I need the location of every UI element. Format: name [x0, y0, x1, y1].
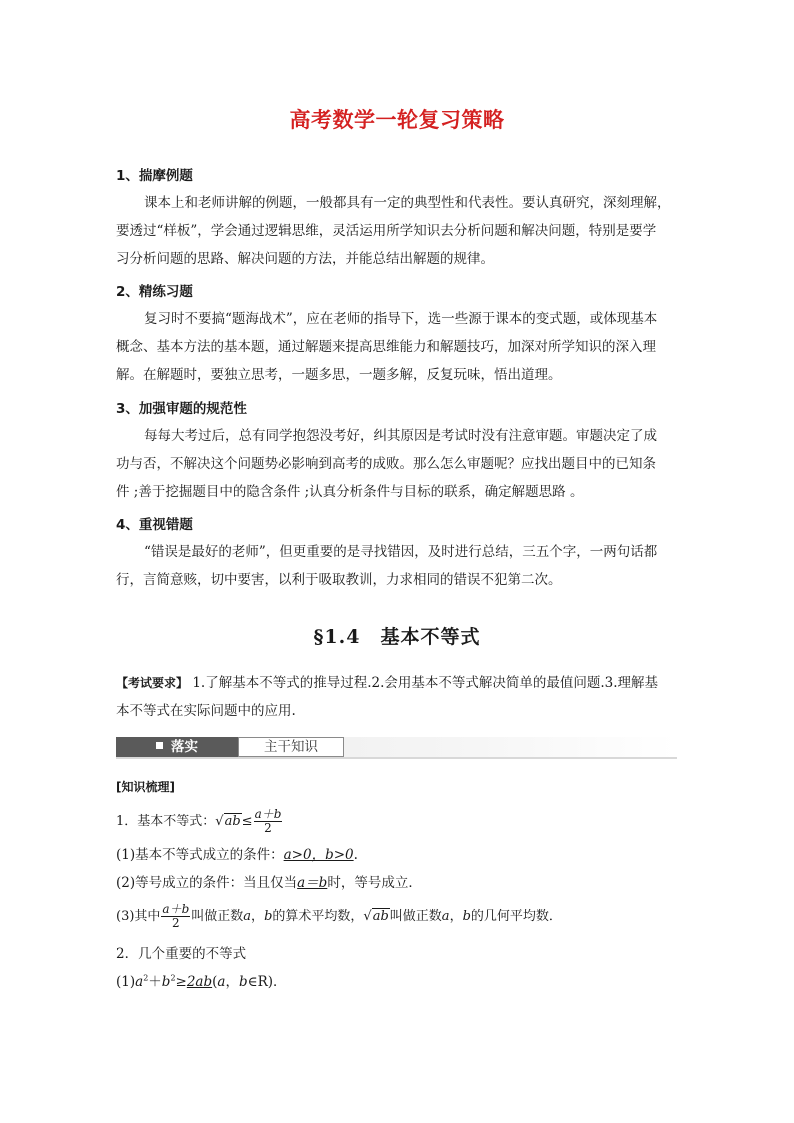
cond2-prefix: (2)等号成立的条件：当且仅当: [116, 875, 298, 891]
condition-3: [116, 900, 680, 934]
sqrt-radicand: ab: [224, 814, 241, 829]
ge-symbol: ≥: [175, 974, 187, 990]
requirement-text: 本不等式在实际问题中的应用.: [116, 703, 296, 719]
knowledge-section: [116, 773, 680, 801]
paragraph-line: 要透过“样板”，学会通过逻辑思维，灵活运用所学知识去分析问题和解决问题，特别是要学: [116, 223, 657, 239]
ineq1-a: a: [135, 974, 144, 990]
section-heading: 3、加强审题的规范性: [116, 401, 247, 417]
paragraph-line: 每每大考过后，总有同学抱怨没考好，纠其原因是考试时没有注意审题。审题决定了成: [144, 428, 657, 444]
ineq1-b: b: [161, 974, 171, 990]
exponent: 2: [170, 973, 176, 983]
item1-prefix: 1．基本不等式：: [116, 814, 216, 829]
comma: ，: [225, 974, 239, 990]
var-a: a: [217, 974, 226, 990]
section-3: [116, 396, 680, 506]
var-b: b: [238, 974, 248, 990]
fraction-numerator: a＋b: [162, 902, 190, 916]
paragraph-line: 习分析问题的思路、解决问题的方法，并能总结出解题的规律。: [116, 251, 494, 267]
condition-2: [116, 869, 680, 897]
comma: ，: [251, 909, 265, 924]
paragraph-line: 行，言简意赅，切中要害，以利于吸取教训，力求相同的错误不犯第二次。: [116, 572, 562, 588]
paragraph-line: 件 ;善于挖掘题目中的隐含条件 ;认真分析条件与目标的联系，确定解题思路 。: [116, 484, 584, 500]
paragraph-line: 课本上和老师讲解的例题，一般都具有一定的典型性和代表性。要认真研究，深刻理解，: [144, 195, 671, 211]
inequality-1: [116, 968, 680, 996]
cond3-text: 的几何平均数．: [470, 909, 562, 924]
fraction-numerator: a＋b: [254, 807, 282, 821]
var-a: a: [243, 909, 252, 924]
page-title: 高考数学一轮复习策略: [289, 107, 505, 132]
fraction: [161, 903, 190, 930]
ineq1-rhs: 2ab: [186, 974, 213, 990]
cond1-value: a>0，b>0: [283, 847, 354, 863]
cond2-value: a＝b: [297, 875, 328, 891]
fraction-denominator: 2: [264, 821, 272, 835]
sqrt-radicand: ab: [372, 909, 389, 924]
banner-tab-light: 主干知识: [238, 737, 344, 757]
paragraph-line: 功与否，不解决这个问题势必影响到高考的成败。那么怎么审题呢？应找出题目中的已知条: [116, 456, 656, 472]
square-bullet-icon: [156, 742, 163, 749]
var-a: a: [441, 909, 450, 924]
section-heading: 4、重视错题: [116, 517, 193, 533]
paragraph-line: 复习时不要搞“题海战术”，应在老师的指导下，选一些源于课本的变式题，或体现基本: [144, 311, 658, 327]
section-2: [116, 279, 680, 389]
sqrt-expression: √ab: [363, 909, 389, 924]
requirement-tag: 【考试要求】: [116, 676, 189, 690]
sqrt-expression: √ab: [215, 814, 241, 829]
ineq1-cond-end: ∈R)．: [247, 974, 287, 990]
section-4: [116, 512, 680, 594]
cond2-suffix: 时，等号成立．: [327, 875, 422, 891]
exponent: 2: [143, 973, 149, 983]
lesson-title: §1.4 基本不等式: [313, 626, 481, 648]
banner-dark-label: 落实: [171, 739, 198, 755]
banner-tab-dark: [116, 737, 238, 757]
cond1-prefix: (1)基本不等式成立的条件：: [116, 847, 284, 863]
ineq1-prefix: (1): [116, 974, 136, 990]
section-1: [116, 163, 680, 273]
item-2: [116, 940, 680, 968]
section-heading: 2、精练习题: [116, 284, 193, 300]
section-banner: [116, 737, 677, 759]
paragraph-line: “错误是最好的老师”，但更重要的是寻找错因，及时进行总结，三五个字，一两句话都: [144, 544, 658, 560]
condition-1: [116, 841, 680, 869]
cond3-text: 的算术平均数，: [272, 909, 364, 924]
knowledge-tag: [知识梳理]: [116, 780, 175, 794]
cond3-prefix: (3)其中: [116, 909, 161, 924]
cond3-text: 叫做正数: [389, 909, 442, 924]
paragraph-line: 解。在解题时，要独立思考，一题多思，一题多解，反复玩味，悟出道理。: [116, 367, 562, 383]
exam-requirements: [116, 669, 680, 725]
plus-sign: ＋: [148, 974, 162, 990]
cond1-suffix: .: [353, 847, 358, 863]
item-1-line: [116, 805, 680, 839]
fraction-denominator: 2: [172, 916, 180, 930]
item2-heading: 2．几个重要的不等式: [116, 946, 247, 962]
comma: ，: [449, 909, 463, 924]
requirement-text: 1.了解基本不等式的推导过程.2.会用基本不等式解决简单的最值问题.3.理解基: [192, 675, 659, 691]
section-heading: 1、揣摩例题: [116, 168, 193, 184]
var-b: b: [462, 909, 471, 924]
fraction: [254, 808, 283, 835]
paragraph-line: 概念、基本方法的基本题，通过解题来提高思维能力和解题技巧，加深对所学知识的深入理: [116, 339, 656, 355]
paren-open: (: [212, 974, 218, 990]
le-symbol: ≤: [241, 814, 253, 829]
cond3-text: 叫做正数: [191, 909, 244, 924]
var-b: b: [264, 909, 273, 924]
